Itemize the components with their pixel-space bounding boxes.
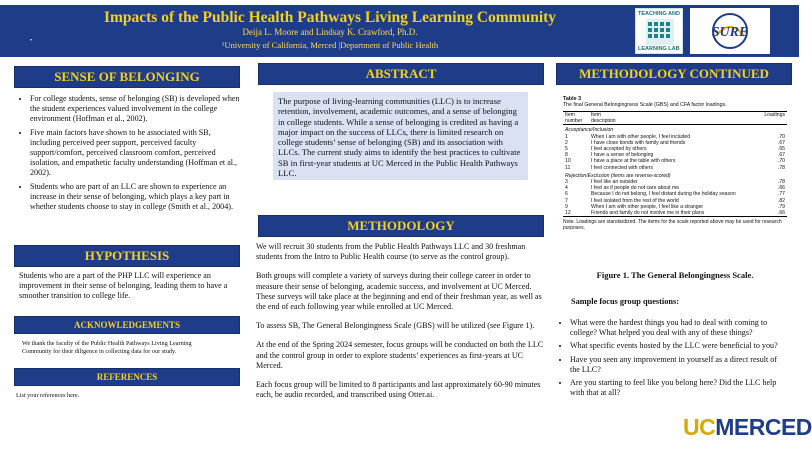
- table-cell-desc: I feel isolated from the rest of the world: [591, 197, 679, 204]
- table-header-cell: [759, 118, 787, 125]
- abstract-text: The purpose of living-learning communities (LLC) is to increase retention, involvement, academic outcomes, and a sense of belonging in college students. While a sense of belonging is credited as having a major impact on the success of LLCs, there is limited research on college students’ sense of belonging (SB) and its association with LLCs. The current study aims to identify the best practices to cultivate SB in first-year students at UC Merced in the Public Health Pathways LLC.: [273, 92, 528, 180]
- table-header-cell: description: [589, 118, 759, 125]
- list-item: • For college students, sense of belonging (SB) is developed when the student experiences valued involvement in the college environment (Hoffman et al., 2002).: [30, 94, 242, 125]
- figure-caption: Figure 1. The General Belongingness Scale.: [596, 270, 754, 280]
- focus-group-heading: Sample focus group questions:: [571, 297, 679, 306]
- table-cell-load: .78: [777, 164, 785, 171]
- table-number: Table 3: [563, 96, 582, 102]
- table-cell-num: 5: [565, 146, 568, 153]
- table-cell-num: 10: [565, 158, 571, 165]
- table-cell-load: .65: [777, 146, 785, 153]
- table-cell-load: .79: [777, 203, 785, 210]
- sure-logo: [690, 8, 770, 54]
- table-cell-desc: When I am with other people, I feel like a stranger: [591, 203, 704, 210]
- sense-of-belonging-list: [16, 94, 242, 212]
- methodology-paragraph: Each focus group will be limited to 8 participants and last approximately 60-90 minutes each, be audio recorded, and transcribed using Otter.ai.: [256, 380, 541, 400]
- table-cell-desc: I feel as if people do not care about me: [591, 185, 680, 192]
- list-item: • Students who are part of an LLC are shown to experience an increase in their sense of belonging, which plays a key part in whether students choose to stay in college (Smith et al., 2004).: [30, 182, 242, 213]
- table-cell-load: .77: [777, 191, 785, 198]
- table-cell-desc: I feel accepted by others: [591, 146, 647, 153]
- table-cell-desc: I feel connected with others: [591, 164, 654, 171]
- table-header-cell: Item: [589, 112, 759, 119]
- table-group-label: Acceptance/Inclusion: [565, 127, 614, 134]
- table-header-cell: number: [563, 118, 589, 125]
- methodology-paragraph: We will recruit 30 students from the Public Health Pathways LLC and 30 freshman students from the Intro to Public Health course (to serve as the control group).: [256, 242, 526, 262]
- focus-group-questions: [556, 318, 788, 401]
- methodology-paragraph: To assess SB, The General Belongingness Scale (GBS) will be utilized (see Figure 1).: [256, 321, 535, 331]
- table-cell-num: 1: [565, 133, 568, 140]
- poster-title: Impacts of the Public Health Pathways Living Learning Community: [103, 9, 557, 26]
- poster-authors: Deija L. Moore and Lindsay K. Crawford, Ph.D.: [242, 27, 418, 37]
- table-cell-desc: Friends and family do not involve me in their plans: [589, 210, 759, 217]
- table-cell-num: 7: [565, 197, 568, 204]
- table-header-row: [563, 118, 787, 125]
- methodology-heading: [258, 215, 544, 237]
- logo-tll-graphic-icon: [646, 19, 674, 45]
- table-cell-desc: Because I do not belong, I feel distant during the holiday season: [591, 191, 736, 198]
- table-cell-num: 4: [565, 185, 568, 192]
- table-cell-desc: I feel like an outsider: [591, 179, 638, 186]
- table-cell-load: .70: [777, 158, 785, 165]
- uc-merced-logo: [683, 414, 812, 441]
- table-cell-desc: When I am with other people, I feel included: [591, 133, 691, 140]
- references-heading: [14, 368, 240, 386]
- references-text: List your references here.: [16, 392, 80, 399]
- abstract-heading-text: ABSTRACT: [365, 66, 437, 81]
- table-header-row: [563, 112, 787, 119]
- table-cell-load: .67: [777, 152, 785, 159]
- methodology-paragraph: Both groups will complete a variety of surveys during their college career in order to measure their sense of belonging, academic success, and involvement at UC Merced. These surveys will take place at the beginning and end of their freshman year, as well as the end of each following year while enrolled at UC Merced.: [256, 271, 542, 312]
- gbs-table: [563, 111, 787, 217]
- abstract-heading: [258, 63, 544, 85]
- table-cell-num: 9: [565, 203, 568, 210]
- table-group-row: [563, 171, 787, 179]
- gbs-table-body: [563, 125, 787, 217]
- table-cell-num: 3: [565, 179, 568, 186]
- list-item: • What were the hardest things you had to deal with coming to college? What helped you deal with any of these things?: [570, 318, 788, 338]
- methodology-body: [256, 242, 546, 400]
- acknowledgements-text: We thank the faculty of the Public Health Pathways Living Learning Community for their diligence in collecting data for our study.: [22, 340, 192, 355]
- table-cell-load: .67: [777, 139, 785, 146]
- sense-of-belonging-body: [16, 94, 242, 215]
- logo-uc-text: UC: [683, 414, 716, 440]
- list-item: • Have you seen any improvement in yourself as a direct result of the LLC?: [570, 355, 788, 375]
- table-cell-num: 6: [565, 191, 568, 198]
- table-cell-desc: I have a sense of belonging: [591, 152, 654, 159]
- methodology-heading-text: METHODOLOGY: [347, 218, 455, 233]
- logo-tll-bottom-text: LEARNING LAB: [638, 46, 680, 52]
- poster-header: [0, 0, 799, 60]
- logo-tll-top-text: TEACHING AND: [638, 11, 680, 17]
- focus-question-list: [556, 318, 788, 398]
- sense-of-belonging-heading-text: SENSE OF BELONGING: [54, 69, 200, 84]
- acknowledgements-heading-text: ACKNOWLEDGEMENTS: [73, 320, 180, 330]
- table-header-cell: Loadings: [759, 112, 787, 119]
- table-cell-num: 8: [565, 152, 568, 159]
- logo-merced-text: MERCED: [715, 414, 812, 440]
- table-row: [563, 210, 787, 217]
- hypothesis-text: Students who are a part of the PHP LLC will experience an improvement in their sense of belonging, leading them to have a smoother transition to college life.: [19, 271, 228, 301]
- acknowledgements-heading: [14, 316, 240, 334]
- poster-affiliation: ¹University of California, Merced |Department of Public Health: [221, 40, 439, 50]
- table-cell-desc: I have close bonds with family and friends: [591, 139, 686, 146]
- gbs-table-figure: [563, 96, 787, 231]
- hypothesis-heading: [14, 245, 240, 267]
- bullet-mark: •: [30, 38, 33, 44]
- sure-logo-text: SURE: [711, 25, 749, 40]
- table-note: Note. Loadings are standardized. The items for the scale reported above may be used for research purposes.: [563, 219, 782, 232]
- table-cell-load: .78: [777, 179, 785, 186]
- table-cell-load: .82: [777, 197, 785, 204]
- list-item: • Five main factors have shown to be associated with SB, including perceived peer support, perceived faculty support/comfort, perceived classroom comfort, perceived isolation, and empathetic faculty understanding (Hoffman et al., 2002).: [30, 128, 242, 179]
- table-cell-load: .66: [759, 210, 787, 217]
- table-cell-num: 12: [563, 210, 589, 217]
- hypothesis-heading-text: HYPOTHESIS: [84, 248, 170, 263]
- methodology-continued-heading: [556, 63, 792, 85]
- list-item: • What specific events hosted by the LLC were beneficial to you?: [570, 341, 788, 351]
- methodology-paragraph: At the end of the Spring 2024 semester, focus groups will be conducted on both the LLC and the control group in order to explore students’ experiences as first-years at UC Merced.: [256, 340, 544, 370]
- table-cell-num: 2: [565, 139, 568, 146]
- sure-logo-graphic-icon: [690, 8, 770, 54]
- table-cell-load: .66: [777, 185, 785, 192]
- table-caption: The final General Belongingness Scale (GBS) and CFA factor loadings.: [563, 102, 727, 108]
- table-group-label: Rejection/Exclusion (items are reverse-scored): [565, 172, 671, 179]
- sense-of-belonging-heading: [14, 66, 240, 88]
- table-cell-num: 11: [565, 164, 571, 171]
- table-header-cell: Item: [563, 112, 589, 119]
- table-cell-load: .70: [777, 133, 785, 140]
- methodology-continued-heading-text: METHODOLOGY CONTINUED: [579, 66, 769, 81]
- list-item: • Are you starting to feel like you belong here? Did the LLC help with that at all?: [570, 378, 788, 398]
- references-heading-text: REFERENCES: [96, 372, 158, 382]
- teaching-learning-lab-logo: [635, 8, 683, 54]
- table-group-row: [563, 125, 787, 134]
- table-cell-desc: I have a place at the table with others: [591, 158, 676, 165]
